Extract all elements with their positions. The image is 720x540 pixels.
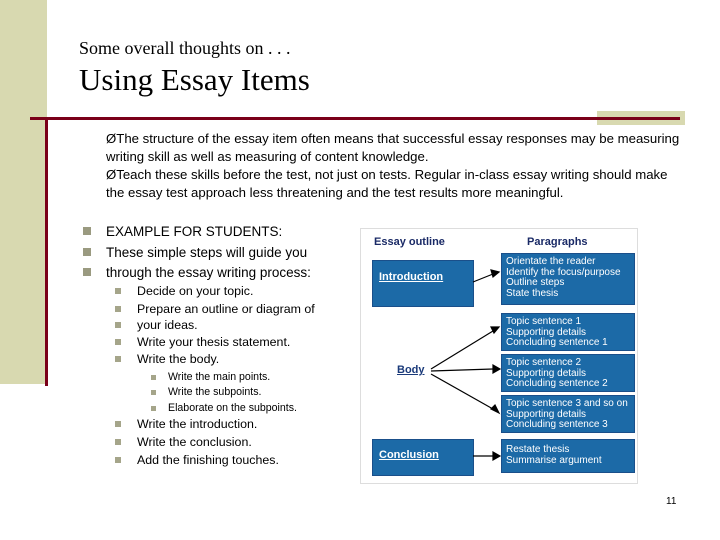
paragraph-box-body-3 bbox=[501, 395, 635, 433]
step-item: your ideas. bbox=[137, 318, 198, 332]
step-item: Prepare an outline or diagram of bbox=[137, 302, 315, 316]
bullet-icon bbox=[115, 306, 121, 312]
title-rule bbox=[30, 117, 680, 120]
outline-header-left: Essay outline bbox=[374, 236, 445, 248]
introduction-label: Introduction bbox=[379, 271, 444, 283]
intro-paragraphs bbox=[106, 130, 681, 202]
step-item: Write the body. bbox=[137, 352, 220, 366]
main-list-item: These simple steps will guide you bbox=[106, 245, 308, 260]
left-decor-line bbox=[45, 118, 48, 386]
paragraph-box-body-1 bbox=[501, 313, 635, 351]
bullet-icon bbox=[115, 356, 121, 362]
conclusion-label: Conclusion bbox=[379, 449, 439, 461]
bullet-icon bbox=[151, 390, 156, 395]
page-number: 11 bbox=[666, 496, 677, 507]
paragraph-box-text: Topic sentence 1 Supporting details Concluding sentence 1 bbox=[506, 316, 608, 348]
paragraph-box-intro bbox=[501, 253, 635, 305]
step-item: Write the introduction. bbox=[137, 417, 258, 431]
intro-paragraph-2: ØTeach these skills before the test, not just on tests. Regular in-class essay writing should make the essay test approach less threatening and the test results more meaningful. bbox=[106, 167, 668, 200]
essay-outline-diagram bbox=[360, 228, 638, 484]
step-item: Add the finishing touches. bbox=[137, 453, 279, 467]
bullet-icon bbox=[115, 339, 121, 345]
bullet-icon bbox=[151, 375, 156, 380]
slide-title: Using Essay Items bbox=[79, 62, 310, 97]
bullet-icon bbox=[115, 322, 121, 328]
bullet-icon bbox=[83, 227, 91, 235]
paragraph-box-text: Topic sentence 2 Supporting details Concluding sentence 2 bbox=[506, 357, 608, 389]
step-item: Decide on your topic. bbox=[137, 284, 254, 298]
slide-subtitle: Some overall thoughts on . . . bbox=[79, 38, 291, 58]
bullet-icon bbox=[115, 288, 121, 294]
bullet-icon bbox=[151, 406, 156, 411]
bullet-icon bbox=[83, 268, 91, 276]
bullet-icon bbox=[115, 421, 121, 427]
paragraph-box-conclusion bbox=[501, 439, 635, 473]
main-list-item: through the essay writing process: bbox=[106, 265, 311, 280]
paragraph-box-text: Restate thesis Summarise argument bbox=[506, 444, 602, 466]
bullet-icon bbox=[115, 439, 121, 445]
step-item: Write the conclusion. bbox=[137, 435, 252, 449]
body-label: Body bbox=[397, 364, 425, 376]
step-item: Write your thesis statement. bbox=[137, 335, 291, 349]
intro-paragraph-1: ØThe structure of the essay item often means that successful essay responses may be measuring writing skill as well as measuring of content knowledge. bbox=[106, 131, 680, 164]
paragraph-box-text: Orientate the reader Identify the focus/purpose Outline steps State thesis bbox=[506, 256, 621, 299]
left-decor-band bbox=[0, 0, 47, 384]
bullet-icon bbox=[115, 457, 121, 463]
paragraph-box-body-2 bbox=[501, 354, 635, 392]
sub-step-item: Elaborate on the subpoints. bbox=[168, 402, 297, 414]
sub-step-item: Write the subpoints. bbox=[168, 386, 262, 398]
paragraph-box-text: Topic sentence 3 and so on Supporting details Concluding sentence 3 bbox=[506, 398, 628, 430]
outline-header-right: Paragraphs bbox=[527, 236, 588, 248]
bullet-icon bbox=[83, 248, 91, 256]
main-list-item: EXAMPLE FOR STUDENTS: bbox=[106, 224, 283, 239]
sub-step-item: Write the main points. bbox=[168, 371, 271, 383]
